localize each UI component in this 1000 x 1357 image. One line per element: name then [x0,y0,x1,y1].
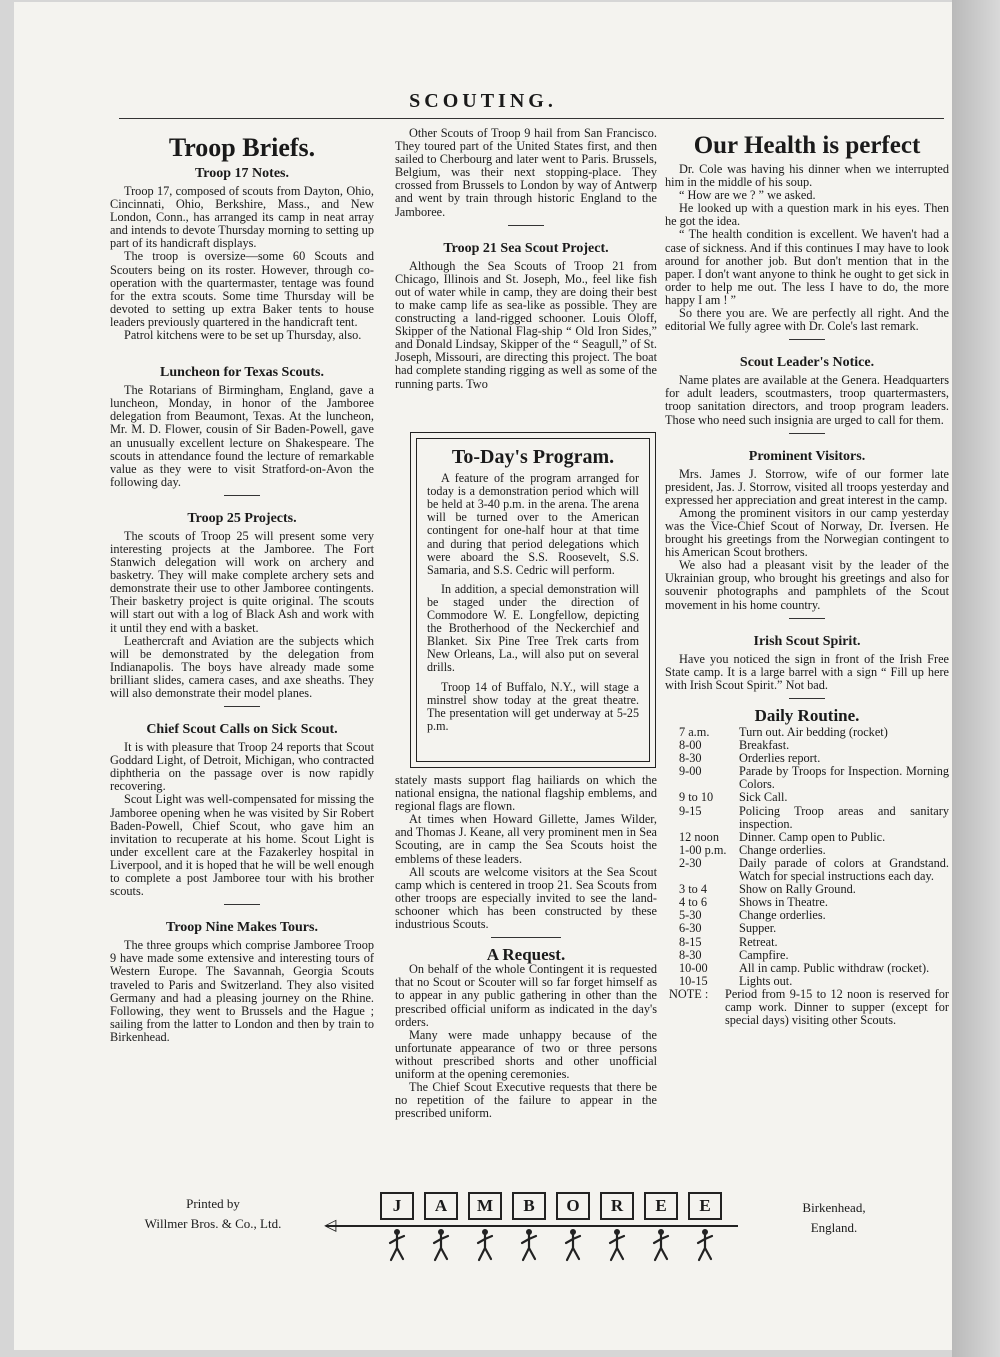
paragraph: Troop 14 of Buffalo, N.Y., will stage a minstrel show today at the great theatre. The presentation will get underway at 5-25 p.m. [427,679,639,733]
paragraph: Leathercraft and Aviation are the subjects which will be demonstrated by the delegation from Indianapolis. The boys have already made some brilliant slides, camera cases, and axe sheaths. They will also demonstrate their model planes. [110,633,374,700]
routine-row [665,791,949,804]
banner-letter: O [556,1192,590,1220]
routine-desc: Change orderlies. [739,908,826,923]
routine-desc: Shows in Theatre. [739,895,828,910]
scout-figure-icon [386,1228,408,1262]
routine-time: 10-00 [679,960,708,975]
place-credit [774,1198,894,1238]
routine-time: 4 to 6 [679,895,708,910]
program-title: To-Day's Program. [451,446,615,468]
separator-rule [789,618,825,619]
section-heading: Chief Scout Calls on Sick Scout. [146,722,338,738]
separator-rule [224,904,260,905]
routine-time: 8-30 [679,947,702,962]
banner-arrow [326,1225,738,1227]
paragraph: Name plates are available at the Genera. Headquarters for adult leaders, scoutmasters, troop quartermasters, troop sanitation directors, and troop program leaders. Those who need such insignia are urged to call for them. [665,373,949,427]
routine-time: 9-00 [679,764,702,779]
routine-time: 5-30 [679,908,702,923]
routine-desc: Supper. [739,921,777,936]
banner-letter: M [468,1192,502,1220]
place-line: Birkenhead, [802,1200,866,1215]
paragraph: All scouts are welcome visitors at the Sea Scout camp which is centered in troop 21. Sea Scouts from other troops are especially invited to see the land-schooner which has been constructed by these industrious Scouts. [395,864,657,932]
banner-letter: A [424,1192,458,1220]
routine-desc: Show on Rally Ground. [739,882,856,897]
section-heading: Scout Leader's Notice. [739,355,875,371]
routine-row [665,805,949,831]
routine-desc: Orderlies report. [739,751,821,766]
routine-time: 1-00 p.m. [679,842,727,857]
routine-time: 8-30 [679,751,702,766]
paragraph: Mrs. James J. Storrow, wife of our former late president, Jas. J. Storrow, visited all troops yesterday and expressed her appreciation and great interest in the camp. [665,466,949,507]
separator-rule [508,225,544,226]
routine-row [665,844,949,857]
column-middle-continued [395,774,657,1120]
program-box [410,432,656,768]
routine-row [665,831,949,844]
paragraph: Other Scouts of Troop 9 hail from San Francisco. They toured part of the United States first, and then sailed to Cherbourg and later went to Paris. Brussels, Belgium, was their next stopping-place. They crossed from Brussels to London by way of Antwerp and went by train through historic England to the Jamboree. [395,126,657,219]
routine-time: 6-30 [679,921,702,936]
section-heading: Troop 25 Projects. [187,510,297,526]
banner-letter: E [688,1192,722,1220]
routine-desc: Policing Troop areas and sanitary inspection. [739,803,949,831]
routine-time: 9 to 10 [679,790,714,805]
separator-rule [789,698,825,699]
note-label: NOTE : [669,986,709,1001]
newspaper-page [14,2,952,1350]
routine-desc: Sick Call. [739,790,788,805]
routine-time: 10-15 [679,973,708,988]
troop-briefs-title: Troop Briefs. [168,133,316,162]
scout-figure-icon [430,1228,452,1262]
paragraph: Many were made unhappy because of the unfortunate appearance of two or three persons without prescribed shorts and other unofficial uniform at the opening ceremonies. [395,1027,657,1081]
paragraph: “ How are we ? ” we asked. [679,188,816,203]
note-text: Period from 9-15 to 12 noon is reserved for camp work. Dinner to supper (except for special days) visiting other Scouts. [725,986,949,1028]
paragraph: At times when Howard Gillette, James Wilder, and Thomas J. Keane, all very prominent men in Sea Scouting, are in camp the Sea Scouts hoist the emblems of these leaders. [395,812,657,866]
printer-line: Willmer Bros. & Co., Ltd. [144,1216,282,1231]
column-left [110,127,374,1044]
routine-desc: Lights out. [739,973,793,988]
routine-time: 9-15 [679,803,702,818]
column-right [665,127,949,1027]
paragraph: Troop 17, composed of scouts from Dayton, Ohio, Cincinnati, Ohio, Berkshire, Mass., and New London, Conn., has arranged its camp in neat array and intends to devote Thursday morning to setting up part of its handicraft displays. [110,184,374,251]
paragraph: The troop is oversize—some 60 Scouts and Scouters being on its roster. However, through co-operation with the quartermaster, tentage was found for the extra scouts. Some time Thursday will be devoted to setting up extra Baker tents to house leaders previously quartered in the handicraft tent. [110,249,374,329]
header-rule [119,118,944,119]
routine-desc: Daily parade of colors at Grandstand. Watch for special instructions each day. [739,855,949,884]
place-line: England. [810,1220,858,1235]
printer-line: Printed by [186,1196,240,1211]
paragraph: Among the prominent visitors in our camp yesterday was the Vice-Chief Scout of Norway, Dr. Iversen. He brought his greetings from the Norwegian contingent to his American Scout brothers. [665,505,949,560]
paragraph: In addition, a special demonstration will be staged under the direction of Commodore W. E. Longfellow, depicting the Brotherhood of the Neckerchief and Blanket. Six Pine Tree Trek carts from New Orleans, La., will also put on several drills. [427,581,639,675]
routine-row [665,975,949,988]
arrow-tip-icon: ◁ [324,1217,337,1234]
section-heading: Irish Scout Spirit. [753,633,861,649]
routine-desc: Change orderlies. [739,842,826,857]
routine-desc: Campfire. [739,947,789,962]
paragraph: A feature of the program arranged for today is a demonstration period which will be held at 3-40 p.m. in the arena. The arena will be turned over to the American contingent for one-half hour at that time and during that period delegations which were aboard the S.S. Roosevelt, S.S. Samaria, and S.S. Cedric will perform. [427,471,639,577]
routine-time: 8-00 [679,738,702,753]
section-heading: Troop Nine Makes Tours. [166,920,318,936]
paragraph: “ The health condition is excellent. We haven't had a case of sickness. And if this continues I may have to look around for another job. But don't mention that in the paper. I don't want anyone to think he ought to get sick in order to help me out. The less I have to do, the more happy I am ! ” [665,227,949,307]
banner-letter: B [512,1192,546,1220]
routine-desc: Retreat. [739,934,778,949]
routine-title: Daily Routine. [754,705,860,725]
routine-row [665,857,949,883]
paragraph: Patrol kitchens were to be set up Thursday, also. [124,328,362,343]
paragraph: The three groups which comprise Jamboree Troop 9 have made some extensive and interesting tours of Western Europe. The Savannah, Georgia Scouts traveled to Paris and Switzerland. They also visited Germany and had a pleasing journey on the Rhine. Following, they went to Brussels and the Hague ; sailing from the latter to London and then by train to Birkenhead. [110,938,374,1044]
separator-rule [491,937,561,938]
routine-time: 8-15 [679,934,702,949]
scout-figure-icon [518,1228,540,1262]
paragraph: Scout Light was well-compensated for missing the Jamboree opening when he was visited by Sir Robert Baden-Powell, Chief Scout, who gave him an invitation to recuperate at his home. Scout Light is under excellent care at the Fazakerley hospital in Liverpool, and it is hoped that he will be well enough to complete a post Jamboree tour with his brother scouts. [110,792,374,899]
routine-row [665,936,949,949]
page-edge-shadow [952,0,1000,1357]
paragraph: So there you are. We are perfectly all right. And the editorial We fully agree with Dr. Cole's last remark. [665,306,949,334]
column-middle [395,127,657,391]
scout-figure-icon [650,1228,672,1262]
routine-row [665,726,949,739]
paragraph: stately masts support flag hailiards on which the national ensigna, the national flagship emblems, and regional flags are flown. [395,773,657,814]
banner-letter: J [380,1192,414,1220]
paragraph: The Chief Scout Executive requests that there be no repetition of the failure to appear in the prescribed uniform. [395,1080,657,1121]
banner-letter: E [644,1192,678,1220]
scout-figure-icon [606,1228,628,1262]
routine-time: 7 a.m. [679,725,710,739]
routine-desc: Breakfast. [739,738,790,753]
section-heading: Troop 21 Sea Scout Project. [443,240,609,256]
routine-note [665,988,949,1027]
routine-desc: Turn out. Air bedding (rocket) [739,725,888,739]
paragraph: It is with pleasure that Troop 24 reports that Scout Goddard Light, of Detroit, Michigan, who contracted diphtheria on the passage over is now rapidly recovering. [110,740,374,794]
routine-table [665,726,949,988]
routine-row [665,922,949,935]
separator-rule [789,339,825,340]
running-head: SCOUTING. [409,90,557,112]
separator-rule [224,706,260,707]
routine-time: 2-30 [679,855,702,870]
section-heading: Prominent Visitors. [748,448,866,464]
paragraph: We also had a pleasant visit by the leader of the Ukrainian group, who brought his greetings and also for souvenir photographs and pamphlets of the Scout movement in his home country. [665,558,949,612]
routine-row [665,949,949,962]
separator-rule [789,433,825,434]
paragraph: Have you noticed the sign in front of the Irish Free State camp. It is a large barrel with a sign “ Fill up here with Irish Scout Spirit.” Not bad. [665,651,949,692]
routine-desc: Parade by Troops for Inspection. Morning Colors. [739,764,949,792]
routine-time: 3 to 4 [679,882,708,897]
banner-letter: R [600,1192,634,1220]
routine-desc: Dinner. Camp open to Public. [739,829,886,844]
section-heading: Troop 17 Notes. [195,166,289,181]
paragraph: Dr. Cole was having his dinner when we interrupted him in the middle of his soup. [665,162,949,190]
scout-figure-icon [562,1228,584,1262]
section-heading: Luncheon for Texas Scouts. [160,365,324,381]
separator-rule [224,495,260,496]
routine-time: 12 noon [679,829,719,844]
paragraph: The scouts of Troop 25 will present some very interesting projects at the Jamboree. The Fort Stanwich delegation will work on archery and basketry. They will make complete archery sets and demonstrate their use to other Jamboree contingents. Their basketry project is quite original. The scouts will start out with a log of Black Ash and work with it until they end with a basket. [110,528,374,635]
routine-row [665,909,949,922]
paragraph: He looked up with a question mark in his eyes. Then he got the idea. [665,201,949,229]
paragraph: The Rotarians of Birmingham, England, gave a luncheon, Monday, in honor of the Jamboree delegation from Beaumont, Texas. At the luncheon, Mr. M. D. Flower, cousin of Sir Baden-Powell, gave an unusually excellent lecture on Shakespeare. The scouts in attendance found the lecture of remarkable value as they were to visit Stratford-on-Avon the following day. [110,383,374,489]
routine-row [665,765,949,791]
jamboree-banner [326,1190,738,1270]
paragraph: Although the Sea Scouts of Troop 21 from Chicago, Illinois and St. Joseph, Mo., feel like fish out of water while in camp, they are doing their best to make camp life as sea-like as possible. They are constructing a land-rigged schooner. Louis Oloff, Skipper of the National Flag-ship “ Old Iron Sides,” and Donald Lindsay, Skipper of the “ Seagull,” of St. Joseph, Missouri, are directing this project. The boat had complete standing rigging as well as some of the running parts. Two [395,258,657,391]
printer-credit [108,1194,318,1234]
scout-figure-icon [474,1228,496,1262]
request-title: A Request. [486,945,566,965]
paragraph: On behalf of the whole Contingent it is requested that no Scout or Scouter will so far forget himself as to appear in any public gathering in other than the prescribed official uniform as indicated in the day's orders. [395,962,657,1029]
scout-figure-icon [694,1228,716,1262]
routine-desc: All in camp. Public withdraw (rocket). [739,960,930,975]
routine-row [665,962,949,975]
program-box-inner [416,438,650,762]
health-title: Our Health is perfect [693,132,921,159]
